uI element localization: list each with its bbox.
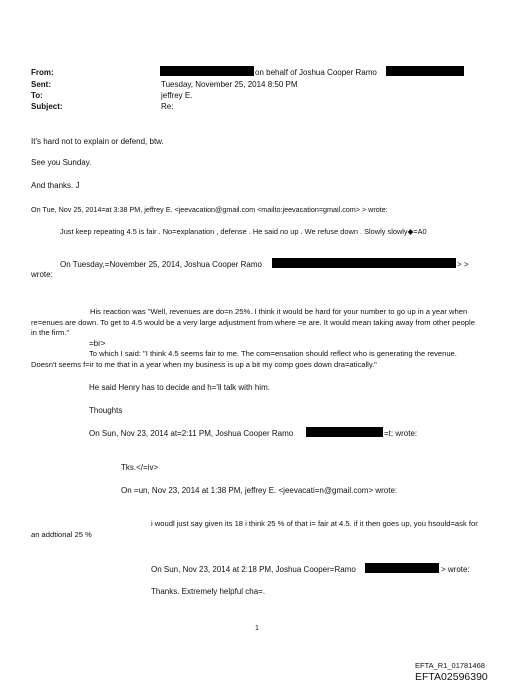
body-line: Thoughts	[89, 406, 123, 415]
redaction-box	[160, 66, 254, 76]
body-line: It's hard not to explain or defend, btw.	[31, 137, 164, 146]
bates-number-small: EFTA_R1_01781468	[415, 661, 485, 670]
quote-header-tail: > wrote:	[441, 565, 470, 574]
to-value: jeffrey E.	[161, 91, 193, 100]
body-line: And thanks. J	[31, 181, 80, 190]
to-label: To:	[31, 91, 43, 100]
body-paragraph: i woudl just say given its 18 i think 25 % of that i= fair at 4.5. if it then goes up, you hsould=ask for an addtional 25 %	[31, 519, 478, 539]
quote-header-wrote: wrote:	[31, 270, 53, 279]
bates-number-large: EFTA02596390	[415, 671, 488, 683]
body-line: He said Henry has to decide and h='ll talk with him.	[89, 383, 270, 392]
quote-text: Just keep repeating 4.5 is fair . No=explanation , defense . He said no up . We refuse down . Slowly slowly◆=A0	[60, 227, 427, 236]
body-paragraph: His reaction was "Well, revenues are do=n 25%. I think it would be hard for your number to go up in a year when re=enues are down. To get to 4.5 would be a very large adjustment from where =e are. It would mean taking away from other people in the firm."	[31, 307, 475, 337]
body-line: See you Sunday.	[31, 158, 92, 167]
from-label: From:	[31, 68, 54, 77]
body-line: =br>	[89, 339, 106, 348]
from-value: on behalf of Joshua Cooper Ramo	[255, 68, 377, 77]
body-line: Thanks. Extremely helpful cha=.	[151, 587, 266, 596]
subject-value: Re:	[161, 102, 174, 111]
quote-header: On Sun, Nov 23, 2014 at 2:18 PM, Joshua Cooper=Ramo	[151, 565, 356, 574]
quote-header-tail: > >	[457, 260, 469, 269]
redaction-box	[386, 66, 464, 76]
redaction-box	[272, 258, 456, 268]
quote-header-tail: =t; wrote:	[384, 429, 418, 438]
subject-label: Subject:	[31, 102, 63, 111]
body-paragraph: To which I said: "I think 4.5 seems fair to me. The com=ensation should reflect who is generating the revenue. Doesn't seems f=ir to me that in a year when my business is up a bit my comp goes down dra=atically."	[31, 349, 457, 369]
quote-header: On =un, Nov 23, 2014 at 1:38 PM, jeffrey E. <jeevacati=n@gmail.com> wrote:	[121, 486, 398, 495]
sent-value: Tuesday, November 25, 2014 8:50 PM	[161, 80, 298, 89]
body-line: Tks.</=iv>	[121, 463, 159, 472]
redaction-box	[365, 563, 439, 573]
quote-header: On Tue, Nov 25, 2014=at 3:38 PM, jeffrey E. <jeevacation@gmail.com <mailto:jeevacation=gmail.com> > wrote:	[31, 205, 388, 214]
quote-header: On Sun, Nov 23, 2014 at=2:11 PM, Joshua Cooper Ramo	[89, 429, 294, 438]
redaction-box	[306, 427, 383, 437]
quote-header: On Tuesday,=November 25, 2014, Joshua Cooper Ramo	[60, 260, 262, 269]
page-number: 1	[255, 625, 259, 632]
sent-label: Sent:	[31, 80, 51, 89]
